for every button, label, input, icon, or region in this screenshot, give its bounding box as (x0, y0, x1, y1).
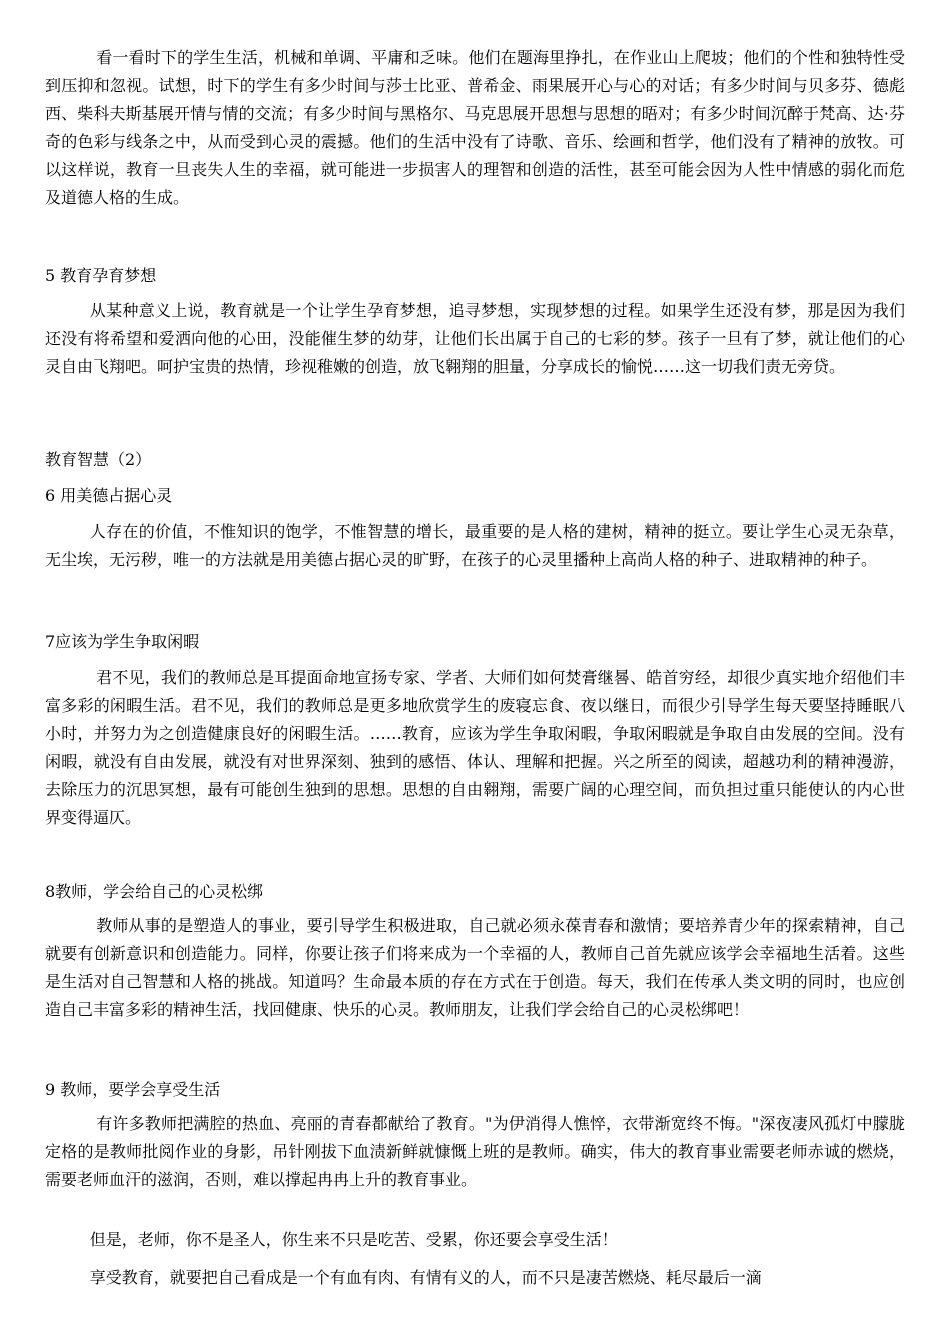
paragraph-virtue: 人存在的价值，不惟知识的饱学，不惟智慧的增长，最重要的是人格的建树，精神的挺立。要让学生心灵无杂草，无尘埃，无污秽，唯一的方法就是用美德占据心灵的旷野，在孩子的心灵里播种上高尚人格的种子、进取精神的种子。 (45, 522, 905, 569)
heading-section-5: 5 教育孕育梦想 (45, 266, 157, 285)
heading-section-9: 9 教师，要学会享受生活 (45, 1080, 221, 1099)
paragraph-not-saint: 但是，老师，你不是圣人，你生来不只是吃苦、受累，你还要会享受生活！ (89, 1230, 618, 1249)
section-title-wisdom-2: 教育智慧（2） (45, 450, 152, 469)
heading-section-6: 6 用美德占据心灵 (45, 486, 173, 505)
heading-section-7: 7应该为学生争取闲暇 (45, 632, 200, 651)
paragraph-teacher-heart: 教师从事的是塑造人的事业，要引导学生积极进取，自己就必须永葆青春和激情；要培养青少年的探索精神，自己就要有创新意识和创造能力。同样，你要让孩子们将来成为一个幸福的人，教师自己首先就应该学会幸福地生活着。这些是生活对自己智慧和人格的挑战。知道吗？生命最本质的存在方式在于创造。每天，我们在传承人类文明的同时，也应创造自己丰富多彩的精神生活，找回健康、快乐的心灵。教师朋友，让我们学会给自己的心灵松绑吧！ (45, 916, 905, 1019)
paragraph-dreams: 从某种意义上说，教育就是一个让学生孕育梦想，追寻梦想，实现梦想的过程。如果学生还没有梦，那是因为我们还没有将希望和爱洒向他的心田，没能催生梦的幼芽，让他们长出属于自己的七彩的梦。孩子一旦有了梦，就让他们的心灵自由飞翔吧。呵护宝贵的热情，珍视稚嫩的创造，放飞翱翔的胆量，分享成长的愉悦……这一切我们责无旁贷。 (45, 301, 905, 376)
paragraph-dedication: 有许多教师把满腔的热血、亮丽的青春都献给了教育。"为伊消得人憔悴，衣带渐宽终不悔。"深夜凄风孤灯中朦胧定格的是教师批阅作业的身影，吊针刚拔下血渍新鲜就慷慨上班的是教师。确实，伟大的教育事业需要老师赤诚的燃烧，需要老师血汗的滋润，否则，难以撑起冉冉上升的教育事业。 (45, 1114, 905, 1189)
heading-section-8: 8教师，学会给自己的心灵松绑 (45, 882, 264, 901)
paragraph-enjoy-education: 享受教育，就要把自己看成是一个有血有肉、有情有义的人，而不只是凄苦燃烧、耗尽最后一滴 (89, 1268, 762, 1287)
paragraph-student-life: 看一看时下的学生生活，机械和单调、平庸和乏味。他们在题海里挣扎，在作业山上爬坡；他们的个性和独特性受到压抑和忽视。试想，时下的学生有多少时间与莎士比亚、普希金、雨果展开心与心的对话；有多少时间与贝多芬、德彪西、柴科夫斯基展开情与情的交流；有多少时间与黑格尔、马克思展开思想与思想的晤对；有多少时间沉醉于梵高、达·芬奇的色彩与线条之中，从而受到心灵的震撼。他们的生活中没有了诗歌、音乐、绘画和哲学，他们没有了精神的放牧。可以这样说，教育一旦丧失人生的幸福，就可能进一步损害人的理智和创造的活性，甚至可能会因为人性中情感的弱化而危及道德人格的生成。 (45, 48, 905, 207)
paragraph-leisure: 君不见，我们的教师总是耳提面命地宣扬专家、学者、大师们如何焚膏继晷、皓首穷经，却很少真实地介绍他们丰富多彩的闲暇生活。君不见，我们的教师总是更多地欣赏学生的废寝忘食、夜以继日，而很少引导学生每天要坚持睡眠八小时，并努力为之创造健康良好的闲暇生活。……教育，应该为学生争取闲暇，争取闲暇就是争取自由发展的空间。没有闲暇，就没有自由发展，就没有对世界深刻、独到的感悟、体认、理解和把握。兴之所至的阅读，超越功利的精神漫游，去除压力的沉思冥想，最有可能创生独到的思想。思想的自由翱翔，需要广阔的心理空间，而负担过重只能使认的内心世界变得逼仄。 (45, 668, 905, 827)
